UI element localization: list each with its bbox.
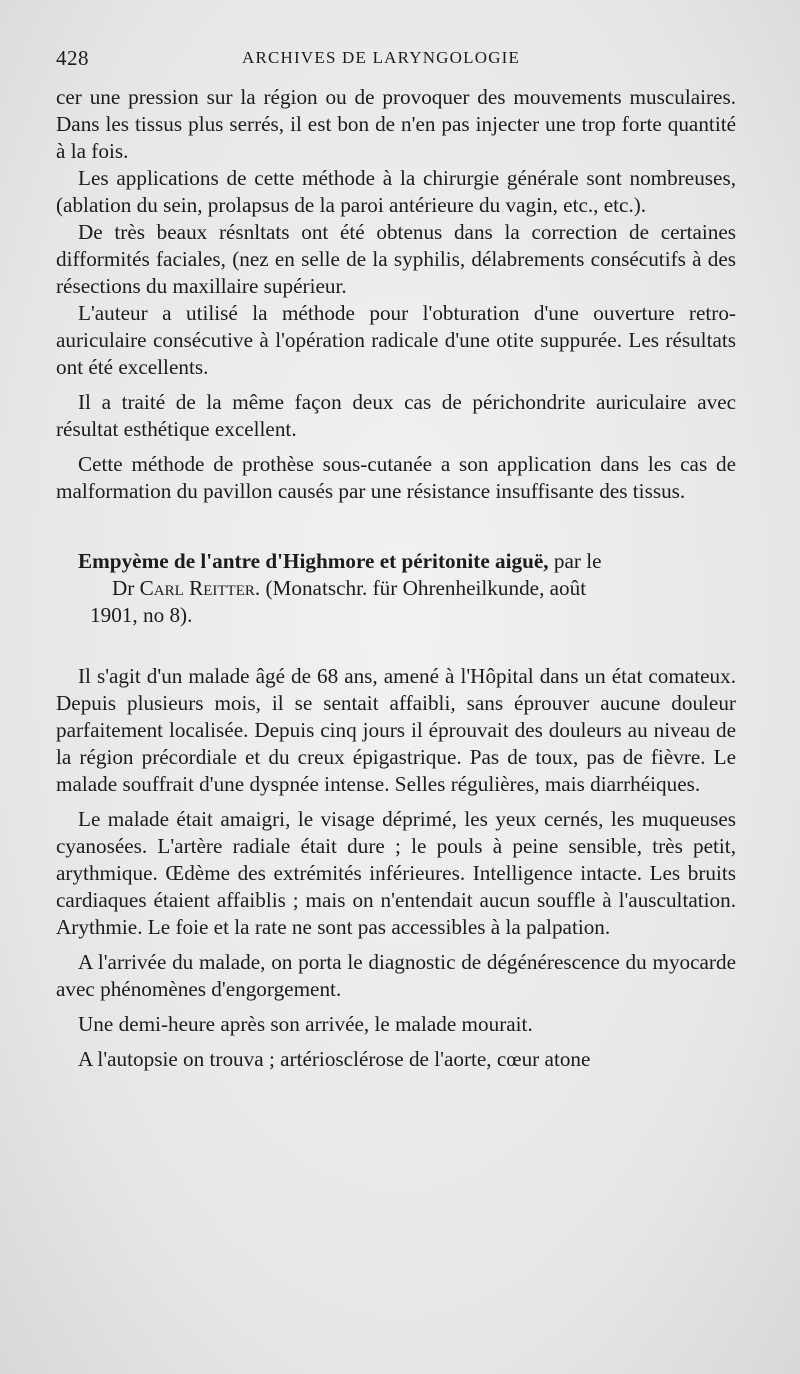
author-prefix: Dr xyxy=(112,576,135,600)
page-number: 428 xyxy=(56,46,89,70)
paragraph: cer une pression sur la région ou de provoquer des mouvements musculaires. Dans les tissus plus serrés, il est bon de n'en pas injecter une trop forte quantité à la fois. xyxy=(56,85,736,163)
paragraph: Il a traité de la même façon deux cas de périchondrite auriculaire avec résultat esthétique excellent. xyxy=(56,390,736,441)
article-source xyxy=(56,575,736,629)
body-text xyxy=(56,84,736,1073)
paragraph: De très beaux résnltats ont été obtenus dans la correction de certaines difformités faciales, (nez en selle de la syphilis, délabrements consécutifs à des résections du maxillaire supérieur. xyxy=(56,220,736,298)
source-line-2: 1901, no 8). xyxy=(90,603,193,627)
paragraph: Les applications de cette méthode à la chirurgie générale sont nombreuses, (ablation du sein, prolapsus de la paroi antérieure du vagin, etc., etc.). xyxy=(56,166,736,217)
paragraph: L'auteur a utilisé la méthode pour l'obturation d'une ouverture retro-auriculaire consécutive à l'opération radicale d'une otite suppurée. Les résultats ont été excellents. xyxy=(56,301,736,379)
source-line-1: (Monatschr. für Ohrenheilkunde, août xyxy=(260,576,587,600)
paragraph: A l'autopsie on trouva ; artériosclérose de l'aorte, cœur atone xyxy=(78,1047,591,1071)
author-name: Carl Reitter. xyxy=(139,576,261,600)
paragraph: Le malade était amaigri, le visage déprimé, les yeux cernés, les muqueuses cyanosées. L'artère radiale était dure ; le pouls à peine sensible, très petit, arythmique. Œdème des extrémités inférieures. Intelligence intacte. Les bruits cardiaques étaient affaiblis ; mais on n'entendait aucun souffle à l'auscultation. Arythmie. Le foie et la rate ne sont pas accessibles à la palpation. xyxy=(56,807,736,939)
journal-title: ARCHIVES DE LARYNGOLOGIE xyxy=(242,48,521,67)
article-by: par le xyxy=(548,549,602,573)
article-heading xyxy=(56,548,736,629)
paragraph: A l'arrivée du malade, on porta le diagnostic de dégénérescence du myocarde avec phénomènes d'engorgement. xyxy=(56,950,736,1001)
running-head xyxy=(56,40,736,84)
paragraph: Une demi-heure après son arrivée, le malade mourait. xyxy=(78,1012,533,1036)
article-title: Empyème de l'antre d'Highmore et péritonite aiguë, xyxy=(78,549,549,573)
paragraph: Il s'agit d'un malade âgé de 68 ans, amené à l'Hôpital dans un état comateux. Depuis plusieurs mois, il se sentait affaibli, sans éprouver aucune douleur parfaitement localisée. Depuis cinq jours il éprouvait des douleurs au niveau de la région précordiale et du creux épigastrique. Pas de toux, pas de fièvre. Le malade souffrait d'une dyspnée intense. Selles régulières, mais diarrhéiques. xyxy=(56,664,736,796)
paragraph: Cette méthode de prothèse sous-cutanée a son application dans les cas de malformation du pavillon causés par une résistance insuffisante des tissus. xyxy=(56,452,736,503)
